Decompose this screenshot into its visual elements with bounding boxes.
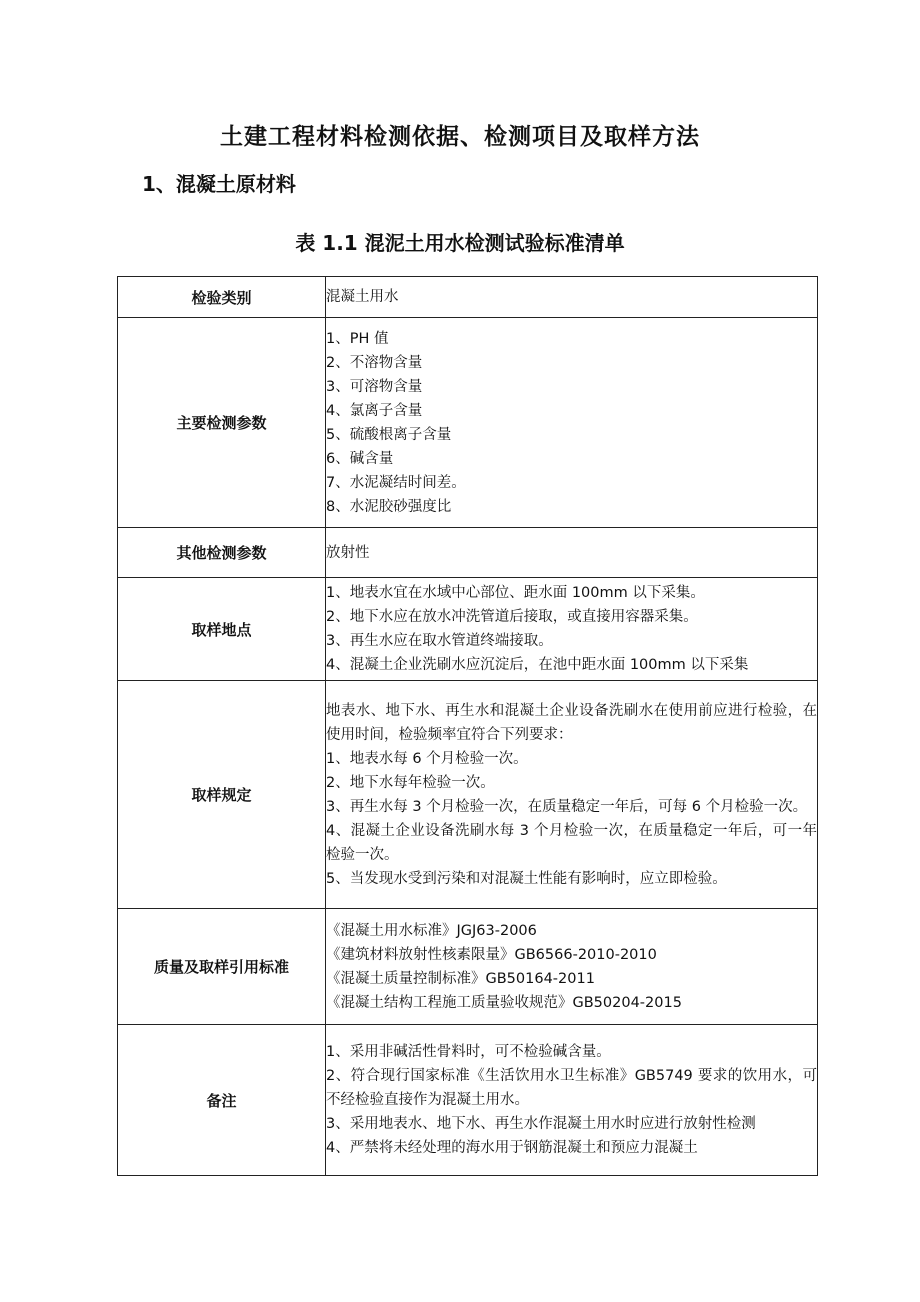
row-line: 2、地下水应在放水冲洗管道后接取，或直接用容器采集。 [326, 609, 698, 625]
row-line: 1、地表水每 6 个月检验一次。 [326, 750, 528, 767]
row-line: 4、氯离子含量 [326, 402, 423, 419]
table-row [118, 1025, 818, 1176]
row-label: 其他检测参数 [118, 528, 326, 578]
row-line: 1、采用非碱活性骨料时，可不检验碱含量。 [326, 1044, 611, 1060]
row-value [326, 1025, 818, 1176]
row-value [326, 277, 818, 318]
row-line: 《混凝土结构工程施工质量验收规范》GB50204-2015 [326, 994, 682, 1011]
row-label: 质量及取样引用标准 [118, 909, 326, 1025]
row-line: 《混凝土用水标准》JGJ63-2006 [326, 922, 537, 939]
row-line: 3、再生水应在取水管道终端接取。 [326, 633, 553, 649]
row-line: 8、水泥胶砂强度比 [326, 498, 452, 515]
row-line: 6、碱含量 [326, 450, 394, 467]
row-line: 3、再生水每 3 个月检验一次，在质量稳定一年后，可每 6 个月检验一次。 [326, 798, 808, 815]
row-label: 备注 [118, 1025, 326, 1176]
row-label: 检验类别 [118, 277, 326, 318]
table-row [118, 578, 818, 681]
row-line: 《建筑材料放射性核素限量》GB6566-2010-2010 [326, 946, 657, 963]
row-line: 5、当发现水受到污染和对混凝土性能有影响时，应立即检验。 [326, 870, 727, 887]
row-line: 混凝土用水 [326, 289, 399, 305]
document-title: 土建工程材料检测依据、检测项目及取样方法 [220, 124, 700, 150]
row-value [326, 528, 818, 578]
row-value [326, 681, 818, 909]
table-row [118, 277, 818, 318]
table-row [118, 318, 818, 528]
row-value [326, 578, 818, 681]
row-line: 4、混凝土企业设备洗刷水每 3 个月检验一次，在质量稳定一年后，可一年检验一次。 [326, 822, 817, 863]
row-line: 2、不溶物含量 [326, 354, 423, 371]
row-label: 取样规定 [118, 681, 326, 909]
row-line: 2、地下水每年检验一次。 [326, 774, 495, 791]
row-label: 主要检测参数 [118, 318, 326, 528]
row-line: 5、硫酸根离子含量 [326, 426, 452, 443]
row-line: 4、严禁将未经处理的海水用于钢筋混凝土和预应力混凝土 [326, 1140, 698, 1156]
row-line: 2、符合现行国家标准《生活饮用水卫生标准》GB5749 要求的饮用水，可不经检验直接作为混凝土用水。 [326, 1068, 817, 1108]
table-caption: 表 1.1 混泥土用水检测试验标准清单 [295, 231, 625, 255]
row-label: 取样地点 [118, 578, 326, 681]
row-line: 1、地表水宜在水域中心部位、距水面 100mm 以下采集。 [326, 585, 705, 601]
row-line: 地表水、地下水、再生水和混凝土企业设备洗刷水在使用前应进行检验，在使用时间，检验频率宜符合下列要求： [326, 702, 817, 743]
row-line: 3、可溶物含量 [326, 378, 423, 395]
table-row [118, 681, 818, 909]
row-line: 1、PH 值 [326, 330, 389, 347]
row-line: 7、水泥凝结时间差。 [326, 474, 466, 491]
section-heading: 1、混凝土原材料 [142, 172, 296, 196]
row-value [326, 909, 818, 1025]
table-row [118, 528, 818, 578]
row-line: 3、采用地表水、地下水、再生水作混凝土用水时应进行放射性检测 [326, 1116, 756, 1132]
row-line: 《混凝土质量控制标准》GB50164-2011 [326, 970, 595, 987]
row-line: 4、混凝土企业洗刷水应沉淀后，在池中距水面 100mm 以下采集 [326, 657, 749, 673]
table-row [118, 909, 818, 1025]
row-value [326, 318, 818, 528]
standards-table [117, 276, 818, 1176]
row-line: 放射性 [326, 544, 370, 561]
